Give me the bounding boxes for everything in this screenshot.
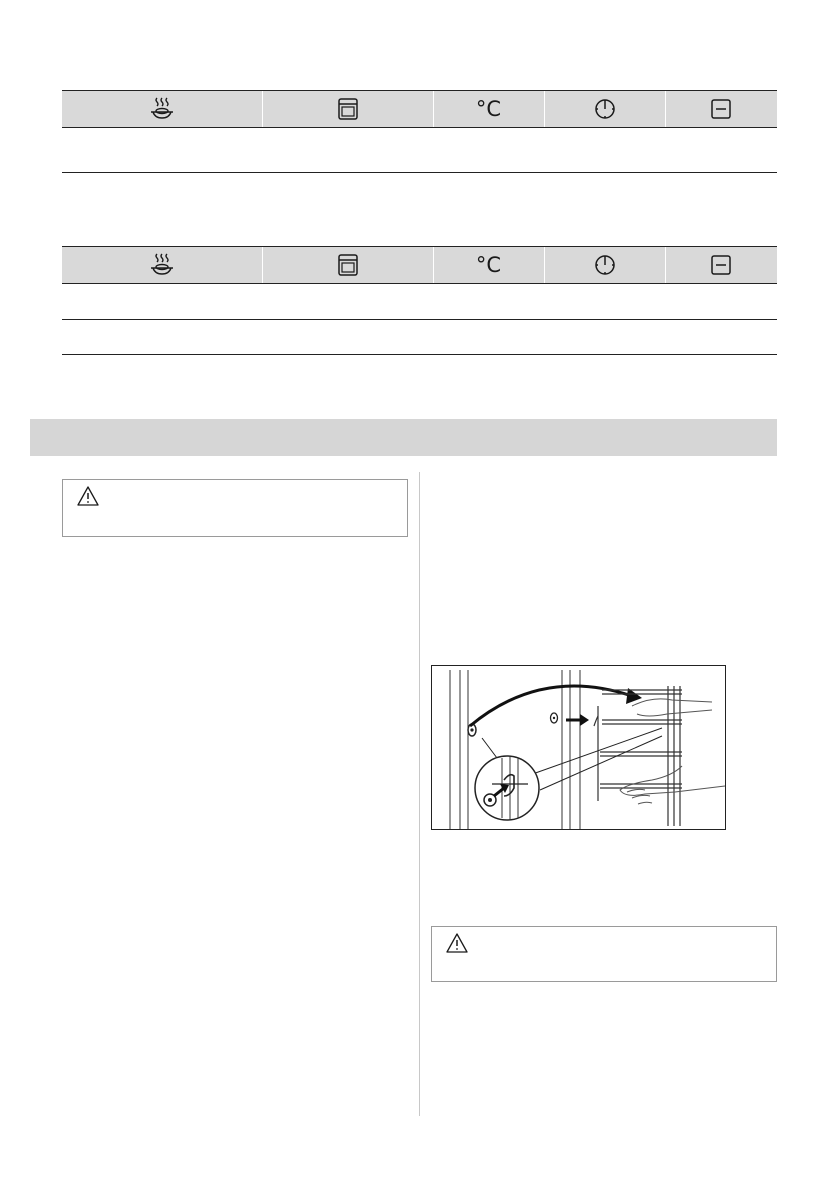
oven-function-icon — [262, 91, 433, 127]
warning-triangle-icon — [446, 933, 468, 958]
warning-box — [431, 926, 777, 982]
temperature-icon — [433, 91, 544, 127]
shelf-level-icon — [665, 247, 777, 283]
oven-function-icon — [262, 247, 433, 283]
temperature-icon — [433, 247, 544, 283]
section-header-bar — [30, 419, 777, 456]
table-2-header — [62, 246, 777, 284]
table-1-row-line — [62, 172, 777, 173]
warning-box — [62, 479, 408, 537]
time-icon — [544, 91, 665, 127]
temperature-unit: °C — [475, 252, 502, 277]
warning-triangle-icon — [77, 486, 99, 511]
dish-steam-icon — [62, 91, 262, 127]
table-1-header — [62, 90, 777, 128]
table-2-row-line — [62, 354, 777, 355]
dish-steam-icon — [62, 247, 262, 283]
time-icon — [544, 247, 665, 283]
column-divider — [419, 472, 420, 1116]
table-2-row-line — [62, 319, 777, 320]
temperature-unit: °C — [475, 96, 502, 121]
shelf-level-icon — [665, 91, 777, 127]
shelf-support-install-illustration — [431, 665, 726, 830]
